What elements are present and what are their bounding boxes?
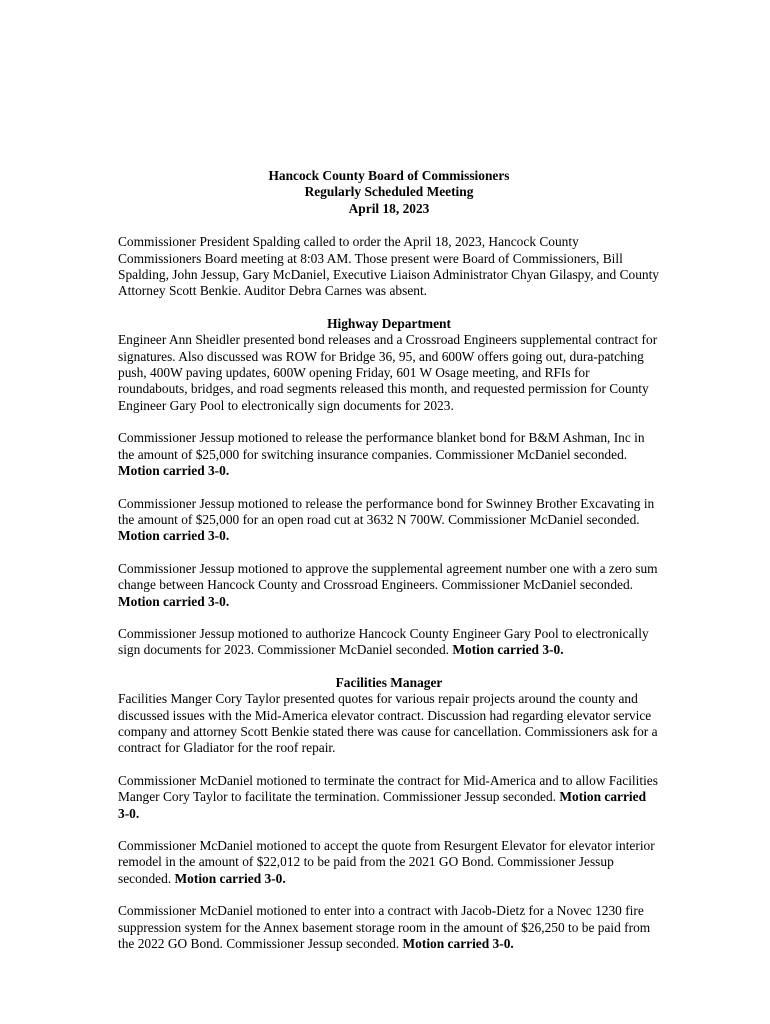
motion-result: Motion carried 3-0. [118,463,230,479]
motion-paragraph [118,903,660,952]
motion-text: Commissioner McDaniel motioned to enter into a contract with Jacob-Dietz for a Novec 1230 fire suppression system for the Annex basement storage room in the amount of $26,250 to be paid from the 2022 GO Bond. Commissioner Jessup seconded. [118,903,651,952]
motion-paragraph [118,773,660,822]
motion-text: Commissioner Jessup motioned to authorize Hancock County Engineer Gary Pool to electronically sign documents for 2023. Commissioner McDaniel seconded. [118,625,649,658]
facilities-heading: Facilities Manager [335,674,443,690]
motion-paragraph [118,838,660,887]
motion-result: Motion carried 3-0. [174,870,286,886]
facilities-section [118,675,660,953]
motion-paragraph [118,496,660,545]
meeting-type-title: Regularly Scheduled Meeting [304,184,474,200]
motion-text: Commissioner Jessup motioned to approve the supplemental agreement number one with a zero sum change between Hancock County and Crossroad Engineers. Commissioner McDaniel seconded. [118,560,658,593]
highway-summary: Engineer Ann Sheidler presented bond releases and a Crossroad Engineers supplemental contract for signatures. Also discussed was ROW for Bridge 36, 95, and 600W offers going out, dura-patching push, 400W paving updates, 600W opening Friday, 601 W Osage meeting, and RFIs for roundabouts, bridges, and road segments released this month, and requested permission for County Engineer Gary Pool to electronically sign documents for 2023. [118,332,658,413]
highway-heading: Highway Department [327,315,451,331]
meeting-date-title: April 18, 2023 [348,200,430,216]
motion-result: Motion carried 3-0. [452,642,564,658]
document-header [118,168,660,217]
motion-result: Motion carried 3-0. [118,593,230,609]
motion-text: Commissioner McDaniel motioned to terminate the contract for Mid-America and to allow Facilities Manger Cory Taylor to facilitate the termination. Commissioner Jessup seconded. [118,772,658,805]
facilities-summary: Facilities Manger Cory Taylor presented quotes for various repair projects around the county and discussed issues with the Mid-America elevator contract. Discussion had regarding elevator service company and attorney Scott Benkie stated there was cause for cancellation. Commissioners ask for a contract for Gladiator for the roof repair. [118,691,658,756]
motion-paragraph [118,430,660,479]
motion-text: Commissioner Jessup motioned to release the performance blanket bond for B&M Ashman, Inc in the amount of $25,000 for switching insurance companies. Commissioner McDaniel seconded. [118,430,645,462]
motion-result: Motion carried 3-0. [118,528,230,544]
motion-text: Commissioner Jessup motioned to release the performance bond for Swinney Brother Excavating in the amount of $25,000 for an open road cut at 3632 N 700W. Commissioner McDaniel seconded. [118,495,655,527]
board-name-title: Hancock County Board of Commissioners [268,168,510,183]
motion-result: Motion carried 3-0. [402,936,514,952]
motion-result: Motion carried 3-0. [118,789,647,821]
motion-text: Commissioner McDaniel motioned to accept the quote from Resurgent Elevator for elevator interior remodel in the amount of $22,012 to be paid from the 2021 GO Bond. Commissioner Jessup seconded. [118,838,655,886]
highway-section [118,316,660,659]
minutes-content [118,168,660,968]
intro-paragraph: Commissioner President Spalding called to order the April 18, 2023, Hancock County Commissioners Board meeting at 8:03 AM. Those present were Board of Commissioners, Bill Spalding, John Jessup, Gary McDaniel, Executive Liaison Administrator Chyan Gilaspy, and County Attorney Scott Benkie. Auditor Debra Carnes was absent. [118,234,660,299]
motion-paragraph [118,626,660,659]
motion-paragraph [118,561,660,610]
